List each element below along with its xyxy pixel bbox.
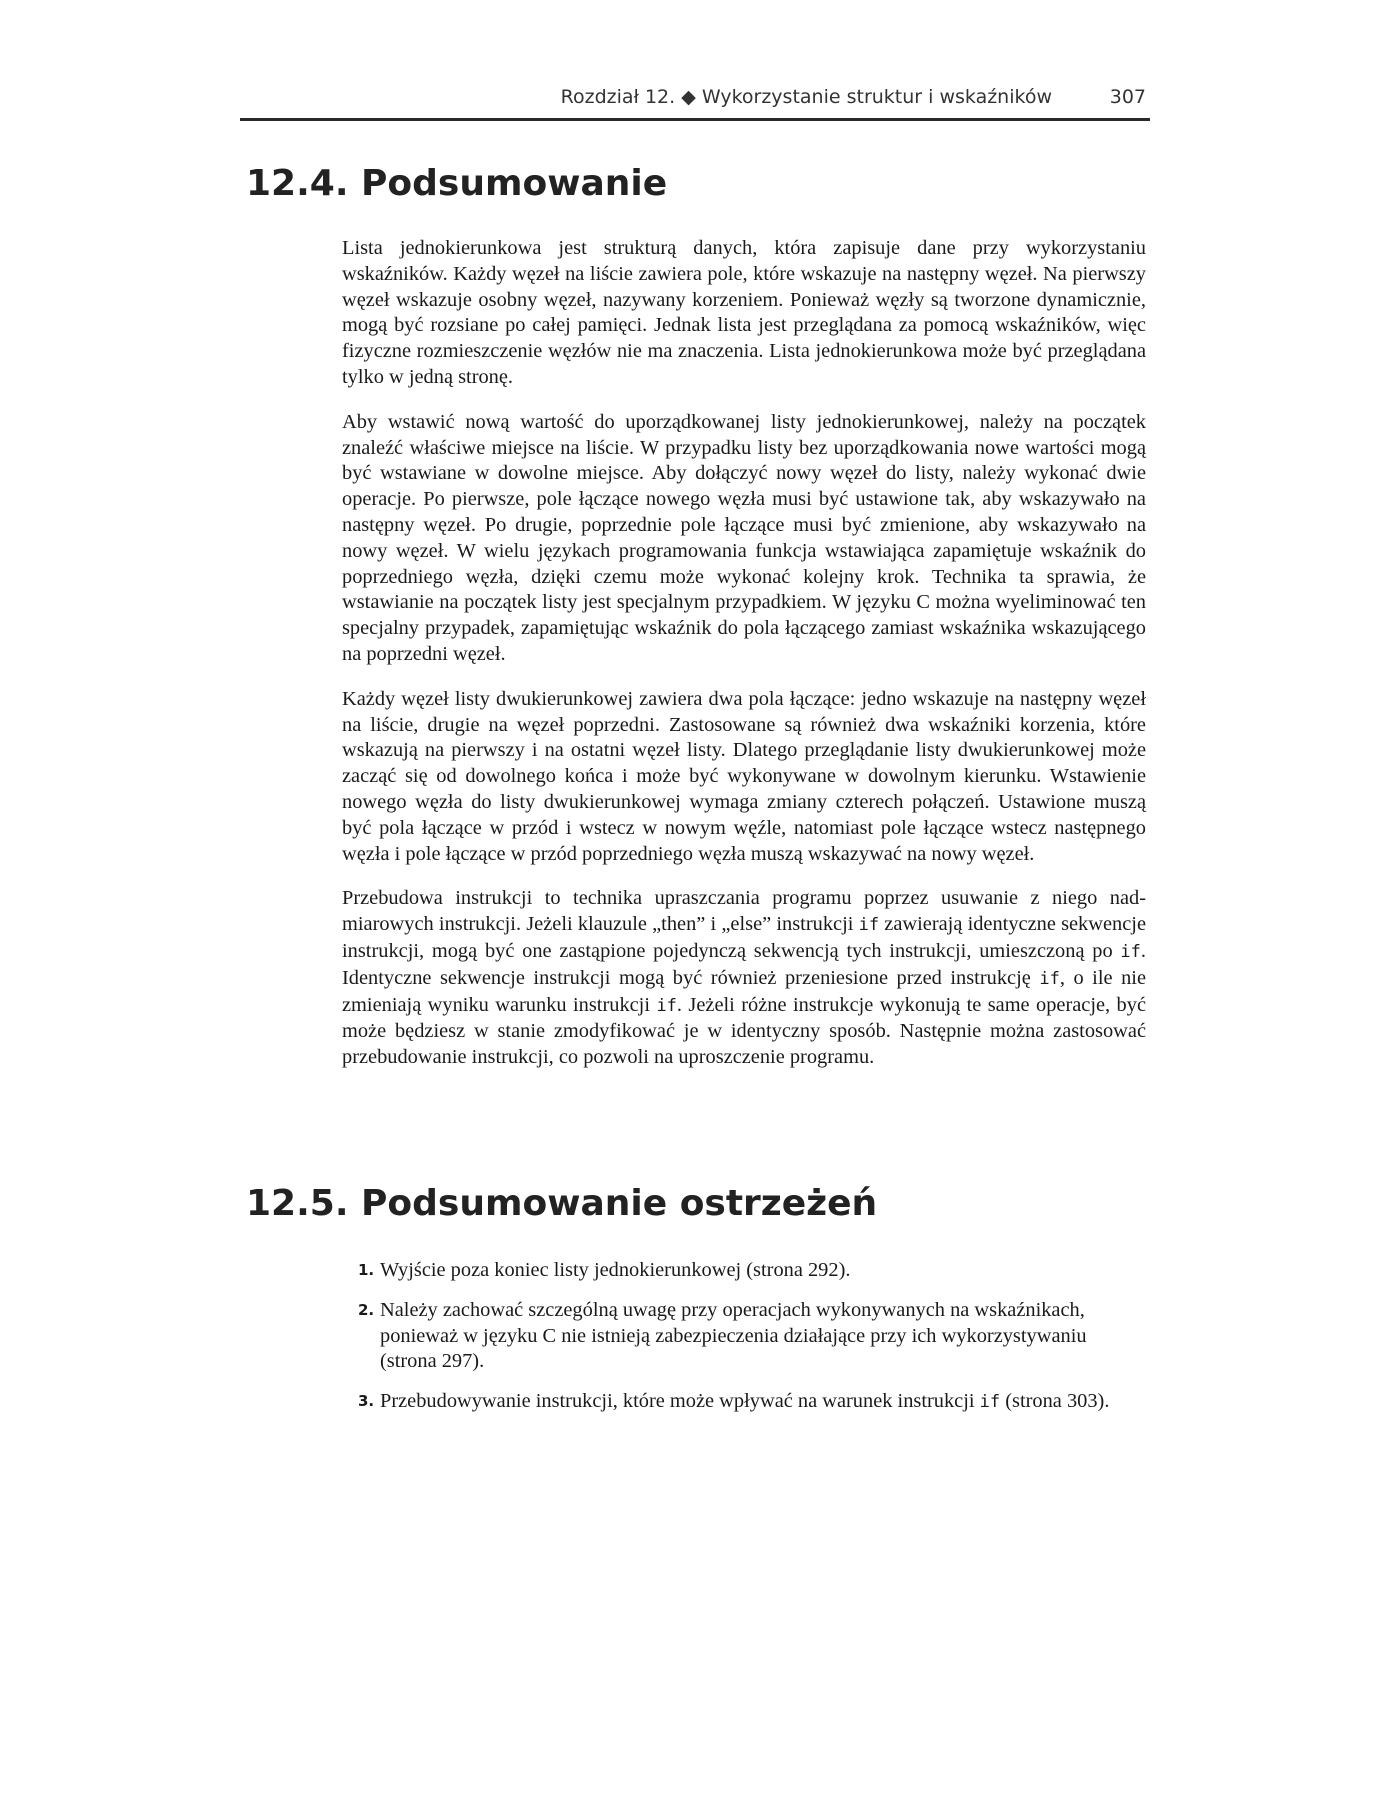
inline-code: if xyxy=(979,1392,1001,1413)
text-run: zawierają identyczne sekwencje instrukcji, mogą być one zastąpione pojedynczą sekwencją tych instrukcji, umieszczoną po xyxy=(342,913,1146,962)
list-item xyxy=(358,1298,1118,1375)
text-run: . Identyczne sekwencje instrukcji mogą być również przeniesione przed instrukcję xyxy=(342,939,1146,989)
running-title: Rozdział 12. ◆ Wykorzystanie struktur i wskaźników xyxy=(560,86,1052,108)
inline-code: if xyxy=(1039,968,1060,989)
list-item-text xyxy=(380,1390,1109,1412)
text-run: . Jeżeli różne instrukcje wykonują te same operacje, być może będziesz w stanie zmodyfikować je w identyczny sposób. Następnie można zastosować przebudowanie instrukcji, co pozwoli na uproszczenie programu. xyxy=(342,993,1147,1069)
list-item-text xyxy=(380,1259,850,1281)
paragraph xyxy=(342,687,1146,868)
inline-code: if xyxy=(656,995,677,1016)
page-number: 307 xyxy=(1109,86,1146,108)
text-run: Przebudowa instrukcji to technika upraszczania programu poprzez usuwanie z niego nadmiarowych instrukcji. Jeżeli klauzule „then” i „else” instrukcji xyxy=(342,887,1146,936)
paragraph xyxy=(342,410,1146,668)
list-item xyxy=(358,1258,1118,1284)
list-number: 3. xyxy=(358,1392,375,1411)
text-run: Przebudowywanie instrukcji, które może wpływać na warunek instrukcji xyxy=(380,1390,980,1413)
paragraph xyxy=(342,886,1146,1071)
section-body-summary xyxy=(342,236,1146,1090)
list-item-text xyxy=(380,1299,1087,1373)
list-number: 2. xyxy=(358,1300,375,1319)
list-number: 1. xyxy=(358,1261,375,1279)
inline-code: if xyxy=(858,915,880,936)
warnings-list xyxy=(358,1258,1118,1430)
paragraph xyxy=(342,236,1146,391)
section-title-summary: 12.4. Podsumowanie xyxy=(246,163,668,204)
running-header xyxy=(240,80,1150,121)
list-item xyxy=(358,1389,1118,1416)
text-run: Wyjście poza koniec listy jednokierunkowej (strona 292). xyxy=(380,1259,851,1281)
section-title-warnings: 12.5. Podsumowanie ostrzeżeń xyxy=(246,1183,878,1224)
text-run: Aby wstawić nową wartość do uporządkowanej listy jednokierunkowej, należy na początek znaleźć właściwe miejsce na liście. W przypadku listy bez uporządkowania nowe wartości mogą być wstawiane w dowolne miejsce. Aby dołączyć nowy węzeł do listy, należy wykonać dwie operacje. Po pierwsze, pole łączące nowego węzła musi być ustawione tak, aby wskazywało na następny węzeł. Po drugie, poprzednie pole łączące musi być zmienione, aby wskazywało na nowy węzeł. W wielu językach programowania funkcja wstawiająca zapamiętuje wskaźnik do poprzedniego węzła, dzięki czemu może wykonać kolejny krok. Technika ta sprawia, że wstawianie na początek listy jest specjalnym przypadkiem. W języku C można wyeliminować ten specjalny przypadek, zapamiętując wskaźnik do pola łączącego zamiast wskaźnika wskazującego na poprzedni węzeł. xyxy=(342,410,1146,665)
inline-code: if xyxy=(1120,941,1141,962)
text-run: (strona 303). xyxy=(1000,1390,1110,1413)
text-run: , o ile nie zmieniają wyniku warunku instrukcji xyxy=(342,966,1146,1016)
text-run: Każdy węzeł listy dwukierunkowej zawiera dwa pola łączące: jedno wskazuje na następny węzeł na liście, drugie na węzeł poprzedni. Zastosowane są również dwa wskaźniki korzenia, które wskazują na pierwszy i na ostatni węzeł listy. Dlatego przeglądanie listy dwukierunkowej może zacząć się od dowolnego końca i może być wykonywane w dowolnym kierunku. Wstawienie nowego węzła do listy dwukierunkowej wymaga zmiany czterech połączeń. Ustawione muszą być pola łączące w przód i wstecz w nowym węźle, natomiast pole łączące wstecz następnego węzła i pole łączące w przód poprzedniego węzła muszą wskazywać na nowy węzeł. xyxy=(342,687,1146,865)
text-run: Należy zachować szczególną uwagę przy operacjach wykonywanych na wskaźnikach, ponieważ w języku C nie istnieją zabezpieczenia działające przy ich wykorzystywaniu (strona 297). xyxy=(380,1298,1087,1373)
text-run: Lista jednokierunkowa jest strukturą danych, która zapisuje dane przy wykorzystaniu wskaźników. Każdy węzeł na liście zawiera pole, które wskazuje na następny węzeł. Na pierwszy węzeł wskazuje osobny węzeł, nazywany korzeniem. Ponieważ węzły są tworzone dynamicznie, mogą być rozsiane po całej pamięci. Jednak lista jest przeglądana za pomocą wskaźników, więc fizyczne rozmieszczenie węzłów nie ma znaczenia. Lista jednokierunkowa może być przeglądana tylko w jedną stronę. xyxy=(342,237,1146,388)
